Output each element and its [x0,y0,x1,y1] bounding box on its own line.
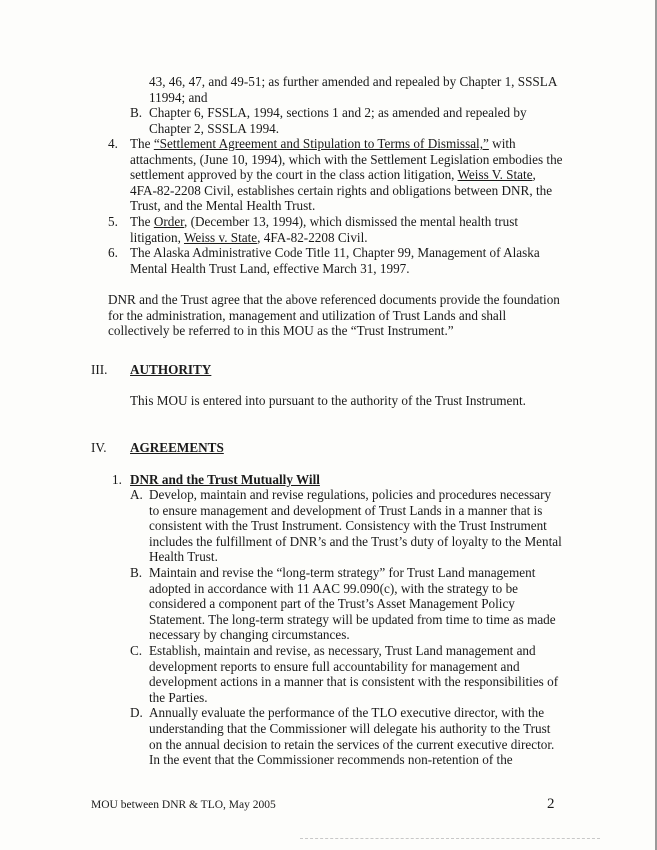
subsection-1-heading [112,472,320,488]
text-span: The [130,136,154,151]
text-span: settlement approved by the court in the class action litigation, [130,167,458,183]
text-line: Annually evaluate the performance of the TLO executive director, with the [149,705,545,721]
list-item-b [130,105,527,136]
text-line: 11994; and [149,89,208,105]
text-line: for the administration, management and utilization of Trust Lands and shall [108,307,507,323]
order-title: Order [153,214,185,229]
text-line: Chapter 6, FSSLA, 1994, sections 1 and 2; as amended and repealed by [149,105,527,120]
text-span: The [130,214,154,229]
list-marker: 5. [108,214,118,229]
section-numeral: III. [91,362,108,377]
list-marker: 4. [108,136,118,151]
text-span: litigation, [130,229,184,245]
agreements-list [130,487,570,768]
text-line: Health Trust. [149,549,218,565]
text-line: 43, 46, 47, and 49-51; as further amended and repealed by Chapter 1, SSSLA [149,74,558,89]
text-line: to ensure management and development of Trust Lands in a manner that is [149,502,543,518]
page-number: 2 [547,796,555,812]
text-line: consistent with the Trust Instrument. Consistency with the Trust Instrument [149,518,547,534]
scan-artifact [300,838,600,842]
text-line: Maintain and revise the “long-term strategy” for Trust Land management [149,564,536,580]
text-line: the Parties. [149,689,208,705]
text-line [130,136,563,152]
text-line: collectively be referred to in this MOU as the “Trust Instrument.” [108,323,454,339]
list-marker: A. [130,487,143,502]
text-line: The Alaska Administrative Code Title 11, Chapter 99, Management of Alaska [130,245,540,260]
list-item-6 [108,245,540,276]
text-line: attachments, (June 10, 1994), which with the Settlement Legislation embodies the [130,151,563,167]
section-heading-authority: AUTHORITY [130,362,212,377]
list-marker: C. [130,642,143,658]
text-line: necessary by changing circumstances. [149,627,350,643]
text-line: Statement. The long-term strategy will be updated from time to time as made [149,611,556,627]
agreement-item-d [130,705,570,767]
text-line: Establish, maintain and revise, as necessary, Trust Land management and [149,642,536,658]
text-span: , [532,167,536,183]
text-line: includes the fulfillment of DNR’s and the Trust’s duty of loyalty to the Mental [149,533,562,549]
footer-text: MOU between DNR & TLO, May 2005 [91,799,276,811]
list-marker: B. [130,105,143,120]
section-numeral: IV. [91,440,107,455]
text-line: In the event that the Commissioner recommends non-retention of the [149,752,513,768]
list-continuation-a [149,74,557,105]
agreement-item-c [130,643,570,705]
text-line: understanding that the Commissioner will delegate his authority to the Trust [149,720,551,736]
text-line: development reports to ensure full accountability for management and [149,658,520,674]
list-marker: D. [130,705,143,721]
section-body: This MOU is entered into pursuant to the authority of the Trust Instrument. [130,393,526,408]
text-line: 4FA-82-2208 Civil, establishes certain rights and obligations between DNR, the [130,182,553,198]
text-line: adopted in accordance with 11 AAC 99.090(c), with the strategy to be [149,580,519,596]
list-item-4 [108,136,563,214]
section-heading-agreements: AGREEMENTS [130,440,224,455]
text-line: Mental Health Trust Land, effective March 31, 1997. [130,260,410,276]
settlement-agreement-title: “Settlement Agreement and Stipulation to Terms of Dismissal,” [153,136,489,151]
text-line: Develop, maintain and revise regulations, policies and procedures necessary [149,487,552,502]
text-line: on the annual decision to retain the services of the current executive director. [149,736,555,752]
list-marker: 1. [112,472,122,487]
text-line: Trust, and the Mental Health Trust. [130,198,316,214]
summary-paragraph [108,292,560,339]
agreement-item-b [130,565,570,643]
list-marker: 6. [108,245,118,260]
text-span: with [488,136,516,151]
text-line [130,214,518,230]
case-name: Weiss v. State [183,229,258,245]
text-line: Chapter 2, SSSLA 1994. [149,120,280,136]
text-span: , 4FA-82-2208 Civil. [257,229,368,245]
text-line [130,167,563,183]
agreement-item-a [130,487,570,565]
text-line: considered a component part of the Trust’s Asset Management Policy [149,596,515,612]
text-line [130,230,518,246]
list-marker: B. [130,564,143,580]
subsection-title: DNR and the Trust Mutually Will [130,472,320,487]
list-item-5 [108,214,518,245]
text-line: development actions in a manner that is consistent with the responsibilities of [149,674,559,690]
case-name: Weiss V. State [457,167,533,183]
text-line: DNR and the Trust agree that the above referenced documents provide the foundation [108,292,560,307]
text-span: , (December 13, 1994), which dismissed the mental health trust [184,214,519,229]
